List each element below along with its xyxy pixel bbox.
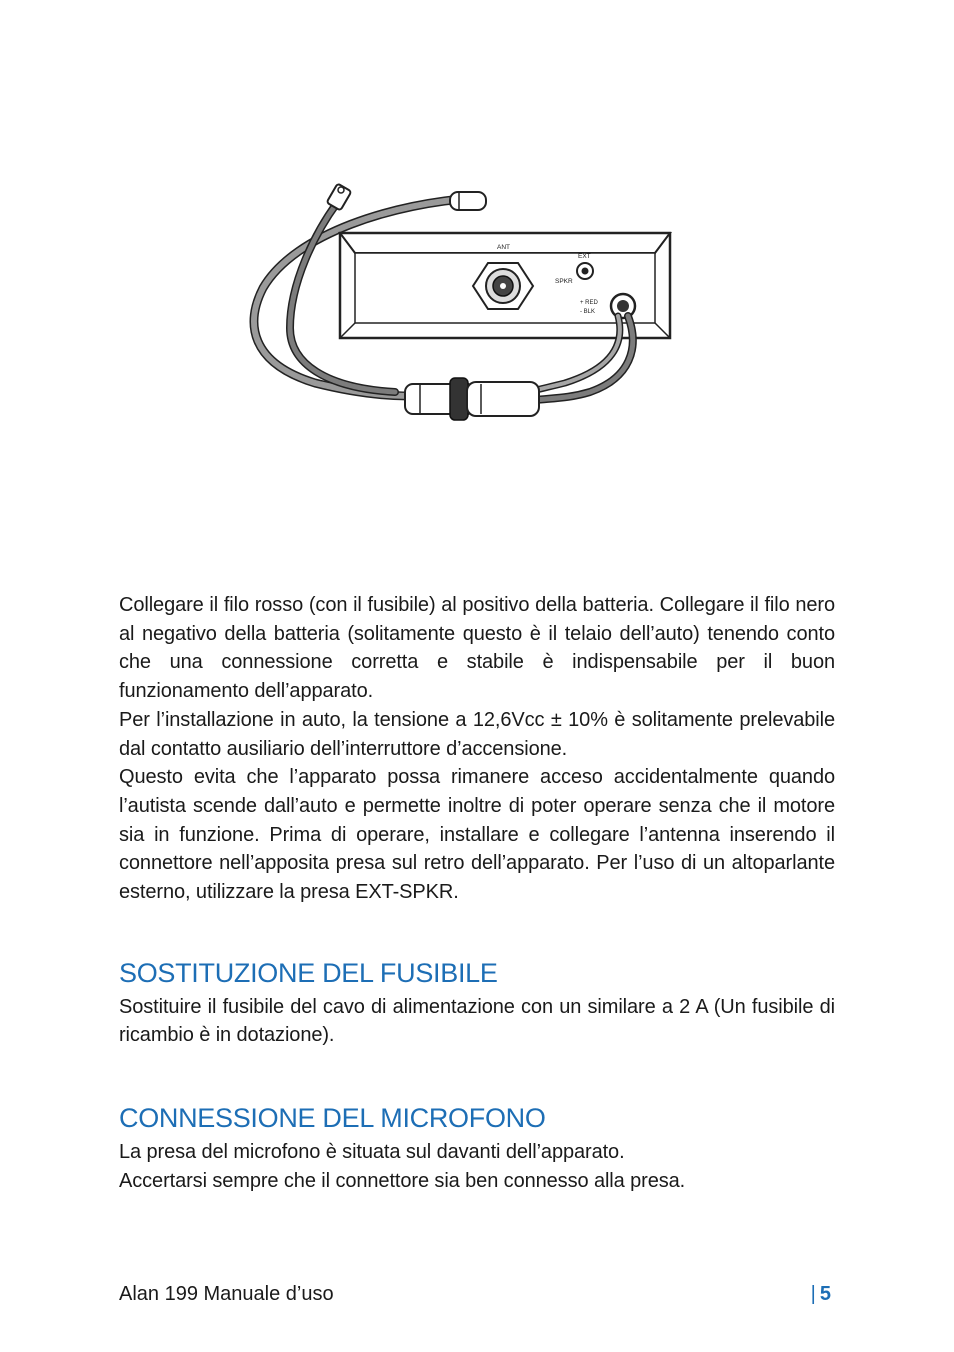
footer-manual-title: Alan 199 Manuale d’uso [119, 1283, 334, 1305]
fuse-holder [405, 378, 539, 420]
page-number: 5 [819, 1283, 831, 1305]
rear-panel-illustration [245, 178, 675, 450]
paragraph-mic-line1: La presa del microfono è situata sul davanti dell’apparato. [119, 1141, 625, 1164]
paragraph-operation: Questo evita che l’apparato possa rimanere acceso accidentalmente quando l’autista scende dall’auto e permette inoltre di poter operare senza che il motore sia in funzione. Prima di operare, installare e collegare l’antenna inserendo il connettore nell’apposita presa sul retro dell’apparato. Per l’uso di un altoparlante esterno, utilizzare la presa EXT-SPKR. [119, 766, 835, 904]
bullet-connector [450, 192, 486, 210]
footer-separator: | [810, 1283, 816, 1305]
heading-microphone-connection: CONNESSIONE DEL MICROFONO [119, 1103, 546, 1134]
paragraph-fuse: Sostituire il fusibile del cavo di alimentazione con un similare a 2 A (Un fusibile di ricambio è in dotazione). [119, 995, 835, 1047]
page-content [119, 591, 835, 1196]
paragraph-voltage: Per l’installazione in auto, la tensione a 12,6Vcc ± 10% è solitamente prelevabile dal contatto ausiliario dell’interruttore d’accensione. [119, 708, 835, 760]
ext-speaker-jack [577, 263, 593, 279]
label-ant: ANT [497, 244, 510, 251]
label-red: + RED [580, 300, 598, 306]
label-ext: EXT [578, 253, 591, 260]
paragraph-mic-line2: Accertarsi sempre che il connettore sia ben connesso alla presa. [119, 1169, 686, 1192]
label-blk: - BLK [580, 309, 596, 315]
paragraph-battery-connection: Collegare il filo rosso (con il fusibile) al positivo della batteria. Collegare il filo nero al negativo della batteria (solitamente questo è il telaio dell’auto) tenendo conto che una connessione corretta e stabile è indispensabile per il buon funzionamento dell’apparato. [119, 594, 835, 703]
footer-page-number [811, 1283, 831, 1306]
heading-fuse-replacement: SOSTITUZIONE DEL FUSIBILE [119, 957, 498, 988]
label-spkr: SPKR [555, 278, 573, 285]
